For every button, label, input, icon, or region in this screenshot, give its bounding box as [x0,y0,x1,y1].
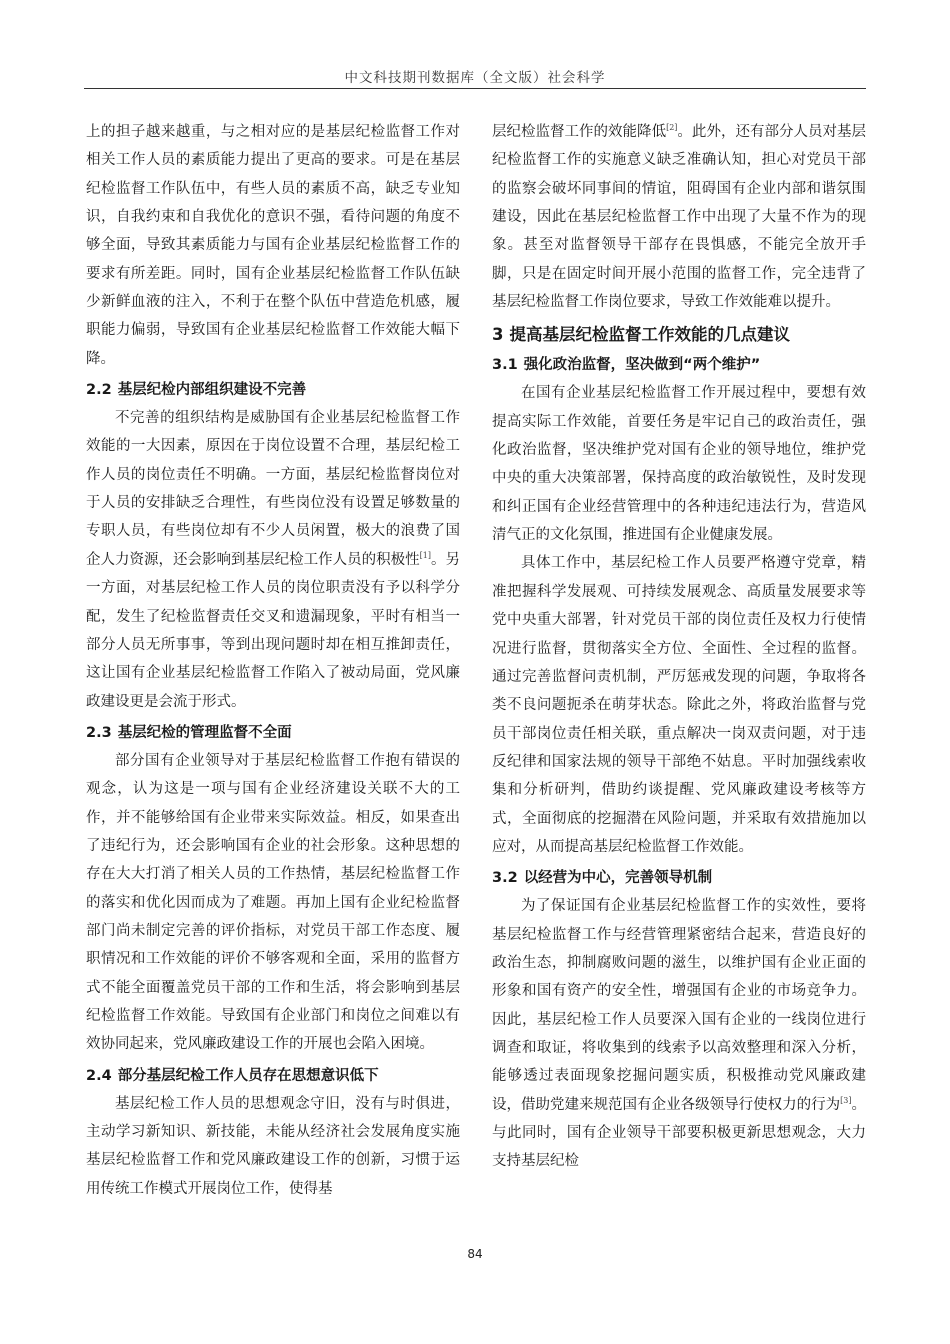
section-number: 2.2 [86,382,112,399]
section-number: 3.2 [492,870,518,887]
section-heading-3 [492,322,866,348]
paragraph-text: 。此外，还有部分人员对基层纪检监督工作的实施意义缺乏准确认知，担心对党员干部的监察会破坏同事间的情谊，阻碍国有企业内部和谐氛围建设，因此在基层纪检监督工作中出现了大量不作为的现象。甚至对监督领导干部存在畏惧感，不能完全放开手脚，只是在固定时间开展小范围的监督工作，完全违背了基层纪检监督工作岗位要求，导致工作效能难以提升。 [492,124,867,311]
section-title: 强化政治监督，坚决做到“两个维护” [523,357,761,374]
paragraph [86,404,460,716]
paragraph-text: 为了保证国有企业基层纪检监督工作的实效性，要将基层纪检监督工作与经营管理紧密结合起来，营造良好的政治生态，抑制腐败问题的滋生，以维护国有企业正面的形象和国有资产的安全性，增强国有企业的市场竞争力。因此，基层纪检工作人员要深入国有企业的一线岗位进行调查和取证，将收集到的线索予以高效整理和深入分析，能够透过表面现象挖掘问题实质，积极推动党风廉政建设，借助党建来规范国有企业各级领导行使权力的行为 [492,898,866,1113]
paragraph: 上的担子越来越重，与之相对应的是基层纪检监督工作对相关工作人员的素质能力提出了更高的要求。可是在基层纪检监督工作队伍中，有些人员的素质不高，缺乏专业知识，自我约束和自我优化的意识不强，看待问题的角度不够全面，导致其素质能力与国有企业基层纪检监督工作的要求有所差距。同时，国有企业基层纪检监督工作队伍缺少新鲜血液的注入，不利于在整个队伍中营造危机感，履职能力偏弱，导致国有企业基层纪检监督工作效能大幅下降。 [86,124,460,367]
section-heading-2-4 [86,1064,460,1088]
section-title: 以经营为中心，完善领导机制 [523,870,713,887]
paragraph-text: 层纪检监督工作的效能降低 [492,124,667,140]
section-heading-3-1 [492,353,866,377]
section-heading-2-2 [86,378,460,402]
section-heading-2-3 [86,721,460,745]
section-title: 基层纪检的管理监督不全面 [117,724,292,741]
section-number: 2.3 [86,724,112,741]
left-column [86,118,460,1203]
section-number: 3 [492,325,504,345]
page-number: 84 [467,1247,483,1261]
paragraph: 在国有企业基层纪检监督工作开展过程中，要想有效提高实际工作效能，首要任务是牢记自己的政治责任，强化政治监督，坚决维护党对国有企业的领导地位，维护党中央的重大决策部署，保持高度的政治敏锐性，及时发现和纠正国有企业经营管理中的各种违纪违法行为，营造风清气正的文化氛围，推进国有企业健康发展。 [492,385,866,544]
section-number: 2.4 [86,1067,112,1084]
paragraph: 基层纪检工作人员的思想观念守旧，没有与时俱进，主动学习新知识、新技能，未能从经济社会发展角度实施基层纪检监督工作和党风廉政建设工作的创新，习惯于运用传统工作模式开展岗位工作，使得基 [86,1095,460,1197]
paragraph-text: 。另一方面，对基层纪检工作人员的岗位职责没有予以科学分配，发生了纪检监督责任交叉和遗漏现象，平时有相当一部分人员无所事事，等到出现问题时却在相互推卸责任，这让国有企业基层纪检监督工作陷入了被动局面，党风廉政建设更是会流于形式。 [86,551,461,710]
citation-ref: [1] [419,550,431,560]
paragraph-text: 。与此同时，国有企业领导干部要积极更新思想观念，大力支持基层纪检 [492,1096,867,1170]
section-heading-3-2 [492,866,866,890]
citation-ref: [2] [666,123,678,133]
paragraph [492,892,866,1175]
section-title: 基层纪检内部组织建设不完善 [117,382,307,399]
header-divider [84,88,866,89]
paragraph: 部分国有企业领导对于基层纪检监督工作抱有错误的观念，认为这是一项与国有企业经济建设关联不大的工作，并不能够给国有企业带来实际效益。相反，如果查出了违纪行为，还会影响国有企业的社会形象。这种思想的存在大大打消了相关人员的工作热情，基层纪检监督工作的落实和优化因而成为了难题。再加上国有企业纪检监督部门尚未制定完善的评价指标，对党员干部工作态度、履职情况和工作效能的评价不够客观和全面，采用的监督方式不能全面覆盖党员干部的工作和生活，将会影响到基层纪检监督工作效能。导致国有企业部门和岗位之间难以有效协同起来，党风廉政建设工作的开展也会陷入困境。 [86,752,460,1053]
section-number: 3.1 [492,357,518,374]
paragraph: 具体工作中，基层纪检工作人员要严格遵守党章，精准把握科学发展观、可持续发展观念、高质量发展要求等党中央重大部署，针对党员干部的岗位责任及权力行使情况进行监督，贯彻落实全方位、全面性、全过程的监督。通过完善监督问责机制，严厉惩戒发现的问题，争取将各类不良问题扼杀在萌芽状态。除此之外，将政治监督与党员干部岗位责任相关联，重点解决一岗双责问题，对于违反纪律和国家法规的领导干部绝不姑息。平时加强线索收集和分析研判，借助约谈提醒、党风廉政建设考核等方式，全面彻底的挖掘潜在风险问题，并采取有效措施加以应对，从而提高基层纪检监督工作效能。 [492,555,866,855]
citation-ref: [3] [840,1095,852,1105]
section-title: 提高基层纪检监督工作效能的几点建议 [509,325,790,345]
section-title: 部分基层纪检工作人员存在思想意识低下 [117,1067,379,1084]
paragraph [492,118,866,316]
running-header: 中文科技期刊数据库（全文版）社会科学 [344,70,606,86]
paragraph-text: 不完善的组织结构是威胁国有企业基层纪检监督工作效能的一大因素，原因在于岗位设置不合理，基层纪检工作人员的岗位责任不明确。一方面，基层纪检监督岗位对于人员的安排缺乏合理性，有些岗位没有设置足够数量的专职人员，有些岗位却有不少人员闲置，极大的浪费了国企人力资源，还会影响到基层纪检工作人员的积极性 [86,410,460,568]
right-column [492,118,866,1176]
